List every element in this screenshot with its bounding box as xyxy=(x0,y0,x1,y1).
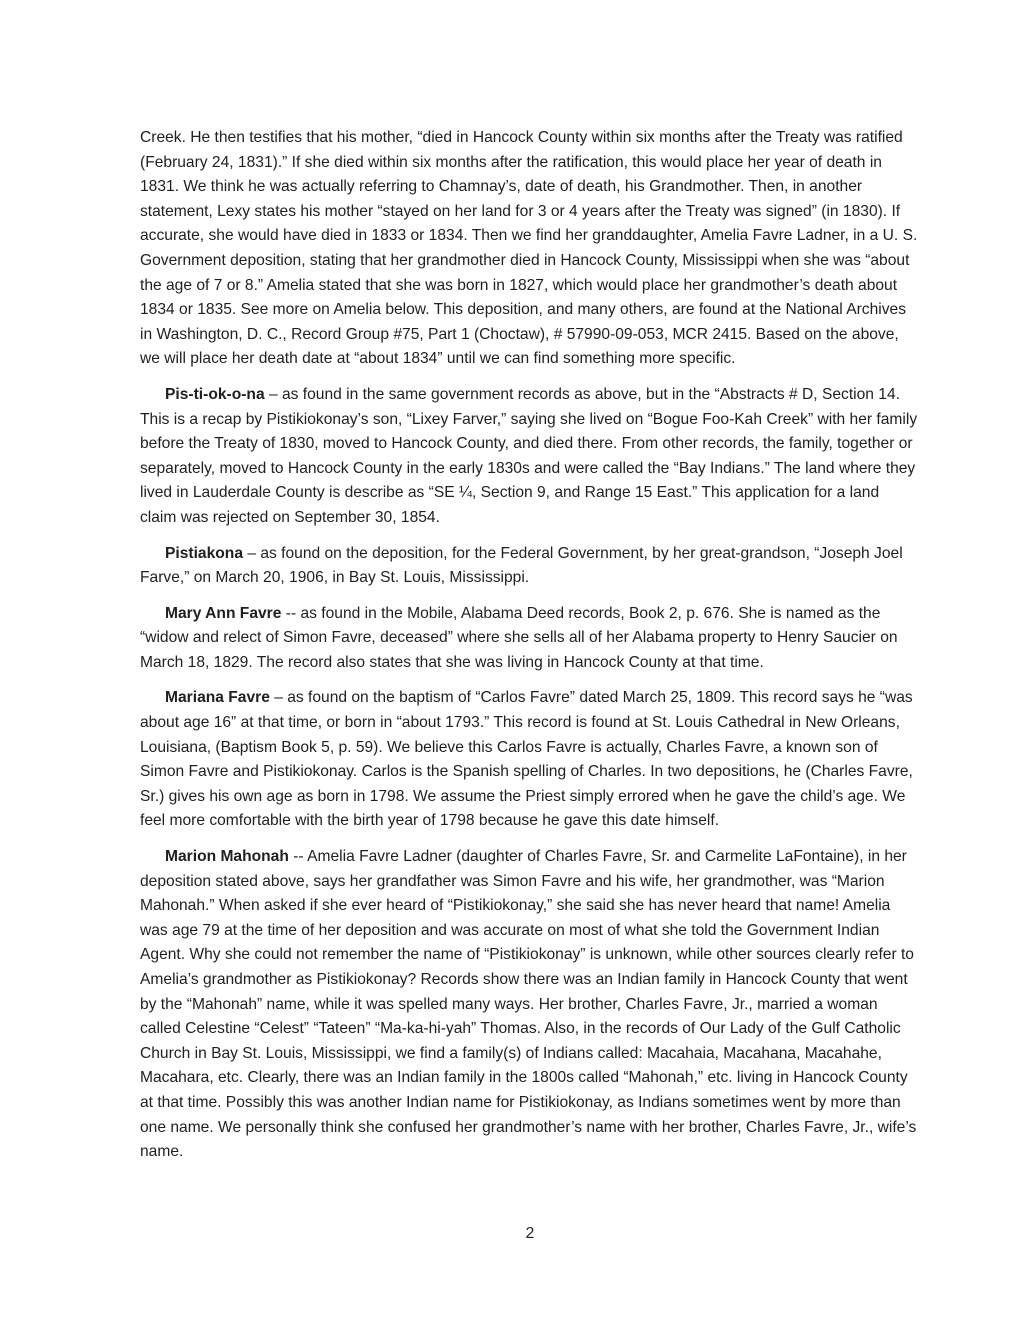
paragraph-text: -- Amelia Favre Ladner (daughter of Charles Favre, Sr. and Carmelite LaFontaine), in her deposition stated above, says her grandfather was Simon Favre and his wife, her grandmother, was “Marion Mahonah.” When asked if she ever heard of “Pistikiokonay,” she said she has never heard that name! Amelia was age 79 at the time of her deposition and was accurate on most of what she told the Government Indian Agent. Why she could not remember the name of “Pistikiokonay” is unknown, while other sources clearly refer to Amelia’s grandmother as Pistikiokonay? Records show there was an Indian family in Hancock County that went by the “Mahonah” name, while it was spelled many ways. Her brother, Charles Favre, Jr., married a woman called Celestine “Celest” “Tateen” “Ma-ka-hi-yah” Thomas. Also, in the records of Our Lady of the Gulf Catholic Church in Bay St. Louis, Mississippi, we find a family(s) of Indians called: Macahaia, Macahana, Macahahe, Macahara, etc. Clearly, there was an Indian family in the 1800s called “Mahonah,” etc. living in Hancock County at that time. Possibly this was another Indian name for Pistikiokonay, as Indians sometimes went by more than one name. We personally think she confused her grandmother’s name with her brother, Charles Favre, Jr., wife’s name. xyxy=(140,848,917,1161)
entry-term: Mariana Favre xyxy=(165,689,270,707)
paragraph-text: – as found on the deposition, for the Federal Government, by her great-grandson, “Joseph Joel Farve,” on March 20, 1906, in Bay St. Louis, Mississippi. xyxy=(140,544,903,587)
paragraph-text: – as found in the same government records as above, but in the “Abstracts # D, Section 14. This is a recap by Pistikiokonay’s son, “Lixey Farver,” saying she lived on “Bogue Foo-Kah Creek” with her family before the Treaty of 1830, moved to Hancock County, and died there. From other records, the family, together or separately, moved to Hancock County in the early 1830s and were called the “Bay Indians.” The land where they lived in Lauderdale County is describe as “SE ¼, Section 9, and Range 15 East.” This application for a land claim was rejected on September 30, 1854. xyxy=(140,385,918,526)
paragraph-text: – as found on the baptism of “Carlos Favre” dated March 25, 1809. This record says he “was about age 16” at that time, or born in “about 1793.” This record is found at St. Louis Cathedral in New Orleans, Louisiana, (Baptism Book 5, p. 59). We believe this Carlos Favre is actually, Charles Favre, a known son of Simon Favre and Pistikiokonay. Carlos is the Spanish spelling of Charles. In two depositions, he (Charles Favre, Sr.) gives his own age as born in 1798. We assume the Priest simply errored when he gave the child’s age. We feel more comfortable with the birth year of 1798 because he gave this date himself. xyxy=(140,689,913,830)
document-page xyxy=(140,126,918,1176)
paragraph-marion-mahonah xyxy=(140,845,918,1165)
paragraph-pistiakona xyxy=(140,542,918,591)
paragraph-mary-ann-favre xyxy=(140,602,918,676)
paragraph-mariana-favre xyxy=(140,686,918,834)
entry-term: Mary Ann Favre xyxy=(165,604,282,622)
paragraph-continuation xyxy=(140,126,918,372)
paragraph-text: Creek. He then testifies that his mother, “died in Hancock County within six months after the Treaty was ratified (February 24, 1831).” If she died within six months after the ratification, this would place her year of death in 1831. We think he was actually referring to Chamnay’s, date of death, his Grandmother. Then, in another statement, Lexy states his mother “stayed on her land for 3 or 4 years after the Treaty was signed” (in 1830). If accurate, she would have died in 1833 or 1834. Then we find her granddaughter, Amelia Favre Ladner, in a U. S. Government deposition, stating that her grandmother died in Hancock County, Mississippi when she was “about the age of 7 or 8.” Amelia stated that she was born in 1827, which would place her grandmother’s death about 1834 or 1835. See more on Amelia below. This deposition, and many others, are found at the National Archives in Washington, D. C., Record Group #75, Part 1 (Choctaw), # 57990-09-053, MCR 2415. Based on the above, we will place her death date at “about 1834” until we can find something more specific. xyxy=(140,129,918,368)
paragraph-pis-ti-ok-o-na xyxy=(140,383,918,531)
page-number: 2 xyxy=(525,1225,535,1242)
entry-term: Marion Mahonah xyxy=(165,848,289,866)
paragraph-text: -- as found in the Mobile, Alabama Deed records, Book 2, p. 676. She is named as the “widow and relect of Simon Favre, deceased” where she sells all of her Alabama property to Henry Saucier on March 18, 1829. The record also states that she was living in Hancock County at that time. xyxy=(140,604,898,671)
entry-term: Pis-ti-ok-o-na xyxy=(165,385,265,403)
entry-term: Pistiakona xyxy=(165,544,243,562)
